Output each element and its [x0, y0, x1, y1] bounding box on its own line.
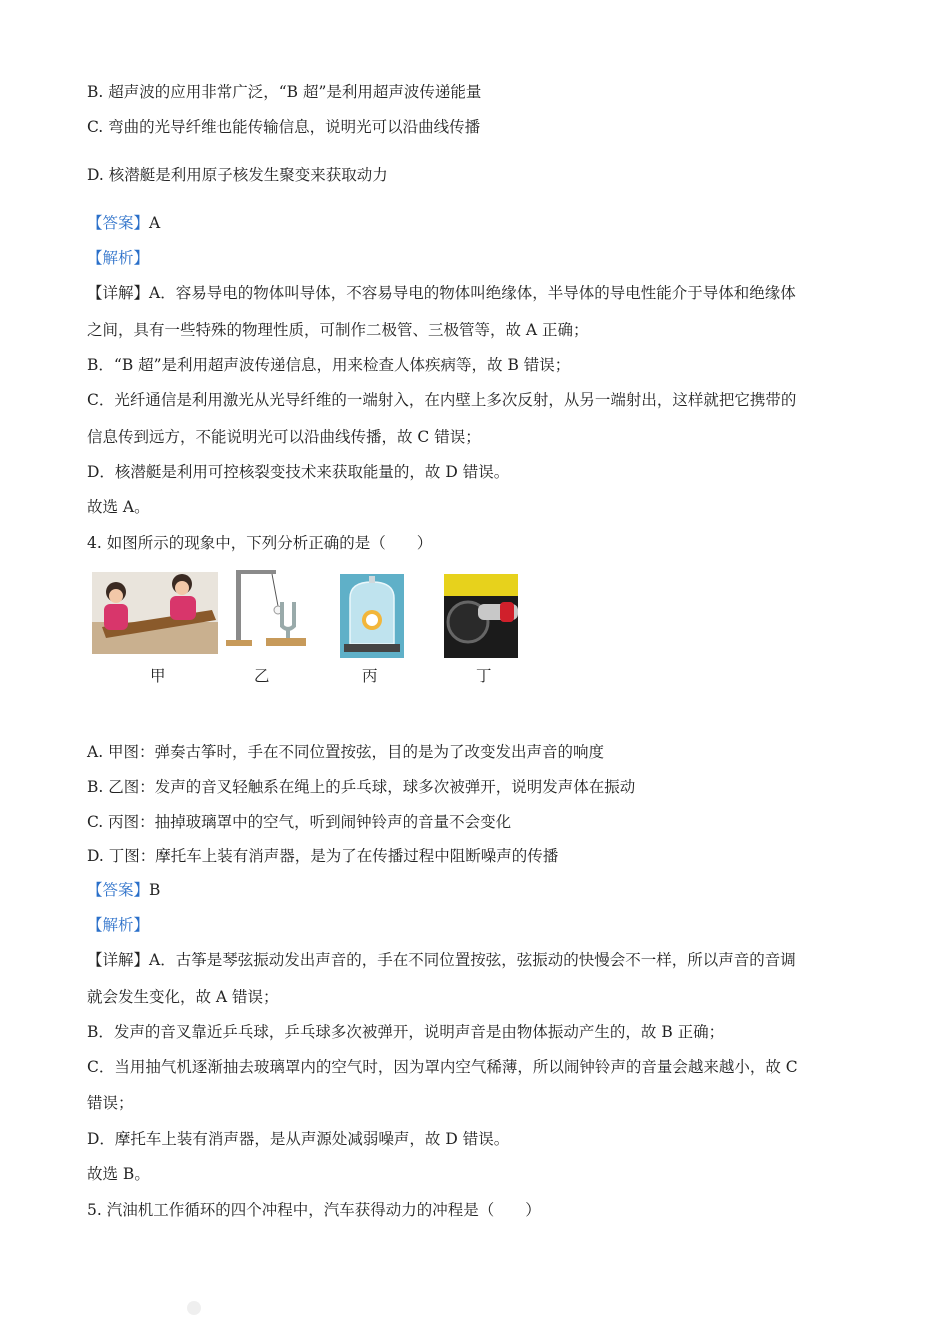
section-tag: 【答案】: [87, 214, 150, 232]
guzheng-photo: [92, 572, 218, 654]
line-text: 错误；: [87, 1094, 134, 1112]
caption-bing: 丙: [362, 667, 378, 685]
text-line: [87, 82, 481, 102]
caption-yi: 乙: [254, 667, 270, 685]
line-text: C．光纤通信是利用激光从光导纤维的一端射入，在内壁上多次反射，从另一端射出，这样就把它携带的: [87, 391, 797, 409]
line-text: 故选 A。: [87, 498, 150, 516]
line-text: 【详解】A．古筝是琴弦振动发出声音的，手在不同位置按弦，弦振动的快慢会不一样，所以声音的音调: [87, 951, 796, 969]
line-text: A: [149, 214, 161, 232]
line-text: 故选 B。: [87, 1165, 150, 1183]
text-line: [87, 812, 511, 832]
text-line: [87, 1093, 134, 1113]
line-text: A. 甲图：弹奏古筝时，手在不同位置按弦，目的是为了改变发出声音的响度: [87, 743, 605, 761]
line-text: C．当用抽气机逐渐抽去玻璃罩内的空气时，因为罩内空气稀薄，所以闹钟铃声的音量会越来越小，故 C: [87, 1058, 798, 1076]
text-line: [87, 950, 796, 970]
line-text: 之间，具有一些特殊的物理性质，可制作二极管、三极管等，故 A 正确；: [87, 321, 589, 339]
text-line: [87, 320, 589, 340]
text-line: [87, 283, 796, 303]
text-line: [87, 1200, 541, 1220]
figure-row: [92, 572, 532, 692]
text-line: [87, 462, 509, 482]
line-text: B. 超声波的应用非常广泛，“B 超”是利用超声波传递能量: [87, 83, 482, 101]
tuning-fork-figure: [226, 566, 306, 656]
muffler-figure: [444, 574, 518, 658]
text-line: [87, 1022, 724, 1042]
text-line: [87, 1129, 509, 1149]
text-line: [87, 742, 604, 762]
text-line: [87, 390, 796, 410]
text-line: [87, 1057, 798, 1077]
text-line: [87, 777, 635, 797]
line-text: D. 核潜艇是利用原子核发生聚变来获取动力: [87, 166, 388, 184]
watermark-icon: [186, 1300, 202, 1316]
line-text: D. 丁图：摩托车上装有消声器，是为了在传播过程中阻断噪声的传播: [87, 847, 559, 865]
line-text: C. 丙图：抽掉玻璃罩中的空气，听到闹钟铃声的音量不会变化: [87, 813, 512, 831]
line-text: 信息传到远方，不能说明光可以沿曲线传播，故 C 错误；: [87, 428, 481, 446]
line-text: 【详解】A．容易导电的物体叫导体，不容易导电的物体叫绝缘体，半导体的导电性能介于导体和绝缘体: [87, 284, 796, 302]
text-line: [87, 987, 279, 1007]
text-line: [87, 248, 149, 268]
section-tag: 【解析】: [87, 916, 150, 934]
text-line: [87, 915, 149, 935]
line-text: B．“B 超”是利用超声波传递信息，用来检查人体疾病等，故 B 错误；: [87, 356, 571, 374]
text-line: [87, 165, 388, 185]
text-line: [87, 497, 150, 517]
line-text: C. 弯曲的光导纤维也能传输信息，说明光可以沿曲线传播: [87, 118, 481, 136]
caption-ding: 丁: [476, 667, 492, 685]
line-text: 4. 如图所示的现象中，下列分析正确的是（ ）: [87, 534, 433, 552]
line-text: 5. 汽油机工作循环的四个冲程中，汽车获得动力的冲程是（ ）: [87, 1201, 541, 1219]
section-tag: 【答案】: [87, 881, 150, 899]
line-text: D．核潜艇是利用可控核裂变技术来获取能量的，故 D 错误。: [87, 463, 510, 481]
line-text: B．发声的音叉靠近乒乓球，乒乓球多次被弹开，说明声音是由物体振动产生的，故 B 正确；: [87, 1023, 725, 1041]
line-text: B. 乙图：发声的音叉轻触系在绳上的乒乓球，球多次被弹开，说明发声体在振动: [87, 778, 636, 796]
text-line: [87, 427, 481, 447]
text-line: [87, 846, 558, 866]
text-line: [87, 533, 432, 553]
caption-jia: 甲: [150, 667, 166, 685]
text-line: [87, 117, 480, 137]
text-line: [87, 880, 160, 900]
text-line: [87, 1164, 150, 1184]
text-line: [87, 213, 160, 233]
bell-jar-figure: [340, 574, 404, 658]
text-line: [87, 355, 570, 375]
section-tag: 【解析】: [87, 249, 150, 267]
line-text: D．摩托车上装有消声器，是从声源处减弱噪声，故 D 错误。: [87, 1130, 510, 1148]
line-text: B: [149, 881, 161, 899]
line-text: 就会发生变化，故 A 错误；: [87, 988, 279, 1006]
